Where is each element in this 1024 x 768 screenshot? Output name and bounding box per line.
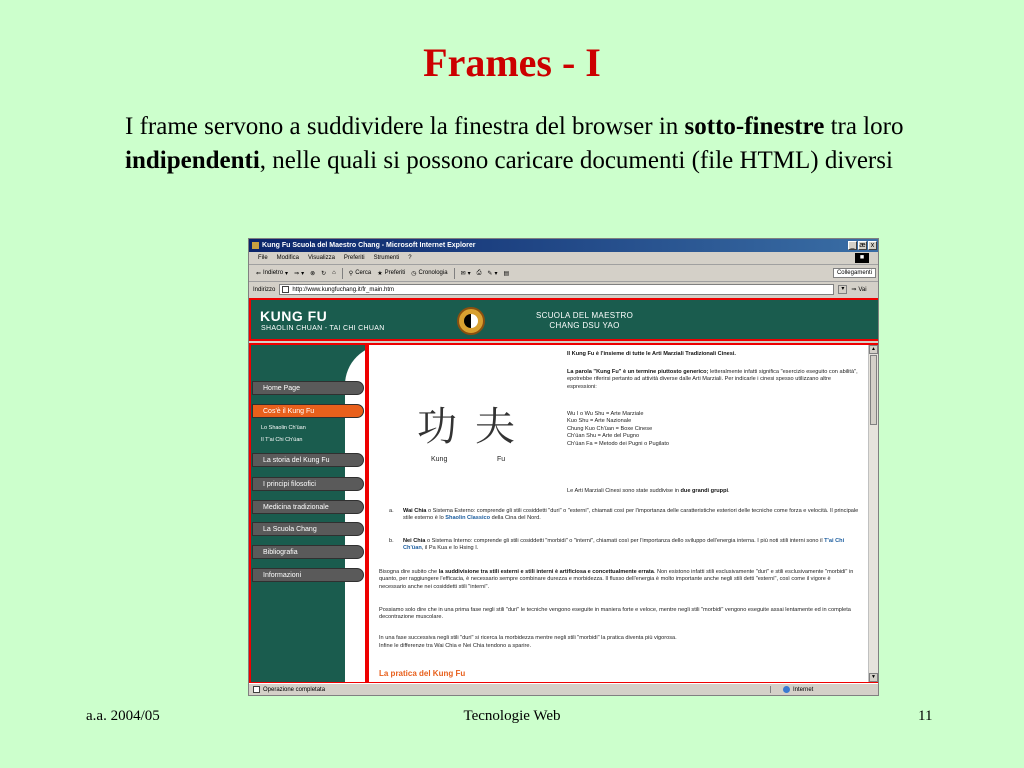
- distinction-text: . Non esistono infatti stili esclusivamente "duri" e stili esclusivamente "morbidi" in quanto, per raggiungere l'efficacia, è necessario sempre combinare durezza e morbidezza. Il flusso dell'energia è molto importante anche negli stili detti "esterni", così come il vigore è necessario anche nei cosiddetti stili "interni".: [379, 569, 854, 590]
- wai-chia-end: della Cina del Nord.: [491, 515, 541, 522]
- scroll-thumb[interactable]: [870, 355, 877, 425]
- slide-title: Frames - I: [423, 40, 601, 85]
- links-button[interactable]: Collegamenti: [833, 268, 876, 278]
- nei-chia-item: [403, 538, 863, 553]
- favorites-button[interactable]: [377, 270, 405, 277]
- distinction-lead: Bisogna dire subito che: [379, 569, 438, 575]
- terms-list: [567, 411, 859, 448]
- address-label: Indirizzo: [253, 286, 276, 293]
- go-arrow-icon: ⇒: [851, 287, 857, 293]
- refresh-icon: ↻: [321, 270, 327, 277]
- browser-title-bar: [249, 239, 878, 252]
- history-label: Cronologia: [418, 270, 448, 276]
- footer-center: Tecnologie Web: [463, 708, 561, 724]
- main-content-frame: [367, 343, 879, 684]
- tai-chi-link[interactable]: T'ai Chi Ch'üan: [403, 538, 845, 552]
- print-button[interactable]: [477, 270, 482, 277]
- zone-text: Internet: [793, 686, 814, 693]
- menu-preferiti[interactable]: Preferiti: [343, 255, 365, 261]
- status-bar: [249, 683, 879, 695]
- kung-fu-calligraphy: 功夫: [417, 404, 533, 450]
- address-input[interactable]: [279, 284, 834, 295]
- maximize-button[interactable]: æ: [859, 242, 866, 249]
- school-name: [536, 311, 633, 331]
- term-item: Chung Kuo Ch'üan = Boxe Cinese: [567, 425, 653, 432]
- kanji-label-kung: Kung: [431, 456, 448, 463]
- refresh-button[interactable]: [321, 270, 326, 277]
- groups-paragraph: Le Arti Marziali Cinesi sono state suddivise in due grandi gruppi.: [567, 488, 730, 494]
- distinction-paragraph: [379, 569, 859, 591]
- term-item: Ch'üan Shu = Arte del Pugno: [567, 433, 640, 440]
- top-frame: [249, 298, 879, 341]
- go-button[interactable]: [851, 286, 866, 293]
- frameset: [249, 298, 879, 684]
- back-label: Indietro: [263, 270, 284, 276]
- intro-text-2: tra loro: [830, 113, 904, 140]
- nav-informazioni[interactable]: Informazioni: [252, 568, 364, 582]
- edit-button[interactable]: ✎ ▾: [487, 270, 498, 277]
- footer-left: a.a. 2004/05: [86, 708, 160, 724]
- home-icon: ⌂: [332, 270, 336, 276]
- list-marker-b: b.: [389, 538, 394, 544]
- edit-icon: ✎: [487, 270, 493, 277]
- internet-globe-icon: [783, 686, 790, 693]
- definition-lead: La parola "Kung Fu" è un termine piuttosto generico;: [567, 369, 709, 375]
- menu-bar: [249, 252, 878, 265]
- nav-bibliografia[interactable]: Bibliografia: [252, 545, 364, 559]
- left-nav-frame: [249, 343, 367, 684]
- stop-button[interactable]: [310, 270, 315, 277]
- main-scrollbar[interactable]: [868, 345, 878, 682]
- done-icon: [253, 686, 260, 693]
- footer-page-number: 11: [918, 708, 933, 724]
- wai-chia-text: o Sistema Esterno: comprende gli stili cosiddetti "duri" o "esterni", chiamati così per l'importanza delle caratteristiche esteriori delle tecniche come forza e velocità. Il principale stile esterno è lo: [403, 508, 859, 522]
- yin-yang-logo-icon: [457, 307, 485, 335]
- distinction-bold: la suddivisione tra stili esterni e stili interni è artificiosa e concettualmente errata: [438, 569, 654, 575]
- search-icon: ⚲: [348, 270, 354, 277]
- favorites-icon: ★: [377, 270, 383, 277]
- intro-bold-1: sotto-finestre: [684, 113, 825, 140]
- list-marker-a: a.: [389, 508, 394, 514]
- page-icon: [282, 286, 289, 293]
- windows-logo-icon: ■: [855, 253, 869, 263]
- phase-paragraph: Possiamo solo dire che in una prima fase negli stili "duri" le tecniche vengono eseguite in maniera forte e veloce, mentre negli stili "morbidi" vengono eseguite assai lentamente ed in completa decontrazione muscolare.: [379, 607, 851, 621]
- school-line-1: SCUOLA DEL MAESTRO: [536, 311, 634, 320]
- school-line-2: CHANG DSU YAO: [549, 321, 620, 330]
- discuss-icon: ▤: [503, 270, 510, 277]
- kanji-label-fu: Fu: [497, 456, 506, 463]
- menu-file[interactable]: File: [258, 255, 268, 261]
- minimize-button[interactable]: _: [848, 241, 857, 250]
- mail-button[interactable]: ✉ ▾: [460, 270, 471, 277]
- status-main: [249, 686, 770, 693]
- nav-cose-kung-fu[interactable]: Cos'è il Kung Fu: [252, 404, 364, 418]
- conclusion-paragraph: Infine le differenze tra Wai Chia e Nei Chia tendono a sparire.: [379, 643, 532, 649]
- nei-chia-title: Nei Chia: [403, 538, 426, 544]
- groups-text: Le Arti Marziali Cinesi sono state suddivise in: [567, 488, 679, 494]
- menu-visualizza[interactable]: Visualizza: [308, 255, 335, 261]
- browser-screenshot: [248, 238, 879, 696]
- nav-sub-tai-chi[interactable]: Il T'ai Chi Ch'üan: [261, 437, 303, 443]
- history-icon: ◷: [411, 270, 417, 277]
- toolbar-separator: [342, 268, 343, 279]
- nei-chia-text: o Sistema Interno: comprende gli stili cosiddetti "morbidi" o "interni", chiamati così per l'importanza dello sviluppo dell'energia interna. I più noti stili interni sono il: [426, 538, 823, 544]
- wai-chia-title: Wai Chia: [403, 508, 427, 514]
- section-heading: La pratica del Kung Fu: [379, 669, 466, 678]
- stop-icon: ⊗: [310, 270, 316, 277]
- intro-paragraph: Il Kung Fu è l'insieme di tutte le Arti Marziali Tradizionali Cinesi.: [567, 351, 736, 357]
- wai-chia-item: [403, 508, 863, 523]
- ie-page-icon: [252, 242, 259, 249]
- slide-intro: [125, 110, 945, 178]
- definition-paragraph: [567, 369, 859, 391]
- forward-button[interactable]: ⇒ ▾: [294, 270, 305, 277]
- search-button[interactable]: [349, 270, 371, 277]
- nav-storia[interactable]: La storia del Kung Fu: [252, 453, 364, 467]
- status-zone: [770, 686, 879, 693]
- favorites-label: Preferiti: [384, 270, 406, 276]
- term-item: Kuo Shu = Arte Nazionale: [567, 418, 632, 425]
- discuss-button[interactable]: [503, 270, 509, 277]
- toolbar: [249, 265, 878, 282]
- scroll-up-icon[interactable]: ▲: [869, 345, 878, 354]
- nav-scuola[interactable]: La Scuola Chang: [252, 522, 364, 536]
- status-text: Operazione completata: [263, 686, 326, 693]
- go-label: Vai: [858, 286, 867, 293]
- nav-medicina[interactable]: Medicina tradizionale: [252, 500, 364, 514]
- address-value: http://www.kungfuchang.it/fr_main.htm: [292, 286, 395, 293]
- nav-principi[interactable]: I principi filosofici: [252, 477, 364, 491]
- forward-arrow-icon: ⇒: [294, 270, 300, 277]
- site-subtitle: SHAOLIN CHUAN - TAI CHI CHUAN: [261, 325, 385, 332]
- site-brand: KUNG FU: [260, 308, 328, 324]
- nav-sub-shaolin[interactable]: Lo Shaolin Ch'üan: [261, 425, 306, 431]
- term-item: Ch'üan Fa = Metodo dei Pugni o Pugilato: [567, 440, 669, 447]
- window-title: Kung Fu Scuola del Maestro Chang - Microsoft Internet Explorer: [262, 242, 476, 249]
- definition-text: letteralmente infatti significa "esercizio eseguito con abilità", epotrebbe riferirsi pertanto ad attività diverse dalle Arti Marziali. Per indicarle i cinesi spesso utilizzano altre espressioni:: [567, 369, 858, 390]
- back-arrow-icon: ⇐: [256, 270, 262, 277]
- groups-bold: due grandi gruppi: [680, 488, 729, 494]
- intro-bold-2: indipendenti: [125, 147, 260, 174]
- history-button[interactable]: [411, 270, 447, 277]
- print-icon: ⎙: [476, 269, 482, 276]
- search-label: Cerca: [355, 270, 372, 276]
- toolbar-separator: [454, 268, 455, 279]
- later-phase-paragraph: In una fase successiva negli stili "duri" si ricerca la morbidezza mentre negli stili "morbidi" la pratica diventa più vigorosa.: [379, 635, 677, 641]
- menu-help[interactable]: ?: [408, 255, 412, 261]
- close-button[interactable]: x: [868, 241, 877, 250]
- nei-chia-end: , il Pa Kua e lo Hsing I.: [421, 545, 479, 552]
- address-dropdown-icon[interactable]: ▾: [838, 285, 847, 294]
- shaolin-classico-link[interactable]: Shaolin Classico: [445, 515, 491, 522]
- intro-text-1: I frame servono a suddividere la finestra del browser in: [125, 113, 679, 140]
- menu-strumenti[interactable]: Strumenti: [373, 255, 400, 261]
- menu-modifica[interactable]: Modifica: [276, 255, 300, 261]
- term-item: Wu I o Wu Shu = Arte Marziale: [567, 411, 644, 417]
- home-button[interactable]: [332, 270, 336, 276]
- nav-home-page[interactable]: Home Page: [252, 381, 364, 395]
- mail-icon: ✉: [460, 270, 466, 277]
- intro-text-3: , nelle quali si possono caricare documenti (file HTML) diversi: [259, 147, 893, 174]
- address-bar: [249, 282, 878, 297]
- scroll-down-icon[interactable]: ▼: [869, 673, 878, 682]
- back-button[interactable]: ⇐ Indietro ▾: [256, 270, 289, 277]
